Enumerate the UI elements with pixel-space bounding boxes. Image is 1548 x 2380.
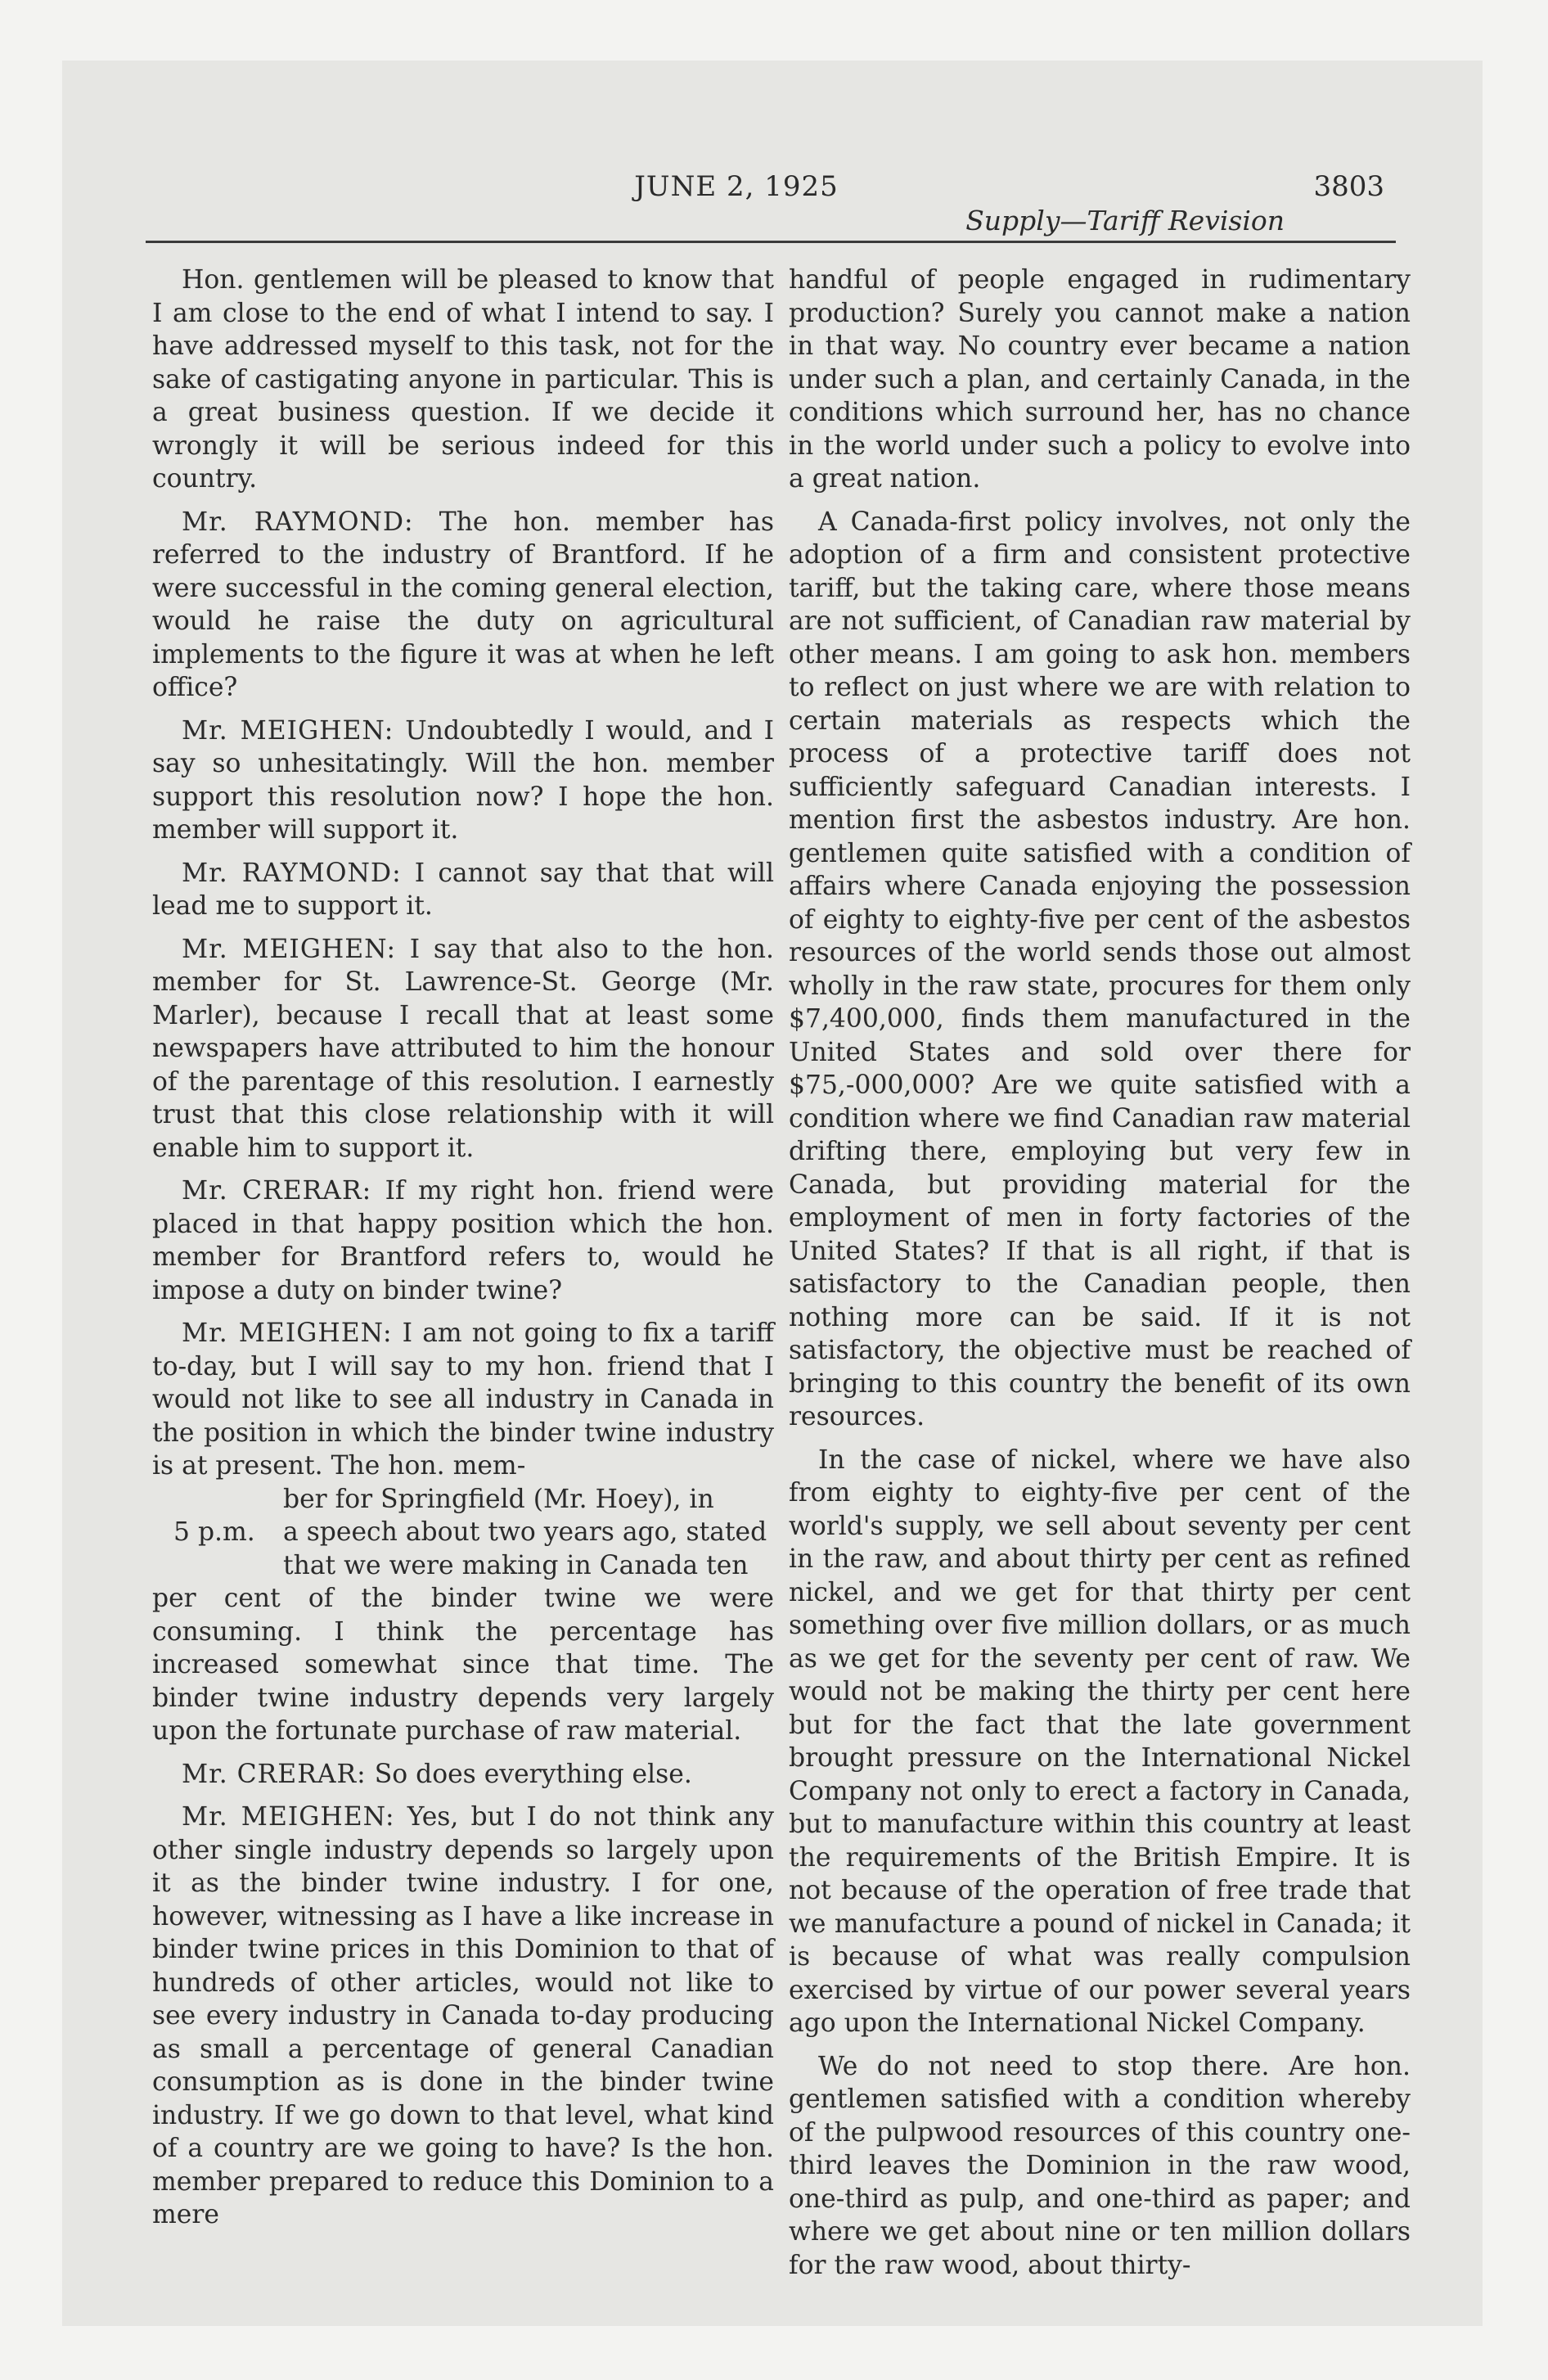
paragraph — [152, 933, 774, 1165]
paragraph-continuation: per cent of the binder twine we were consuming. I think the percentage has increased somewhat since that time. The binder twine industry depends very largely upon the fortunate purchase of raw material. — [152, 1584, 774, 1746]
header-rule — [146, 241, 1396, 243]
speech-text: If my right hon. friend were placed in that happy position which the hon. member for Brantford refers to, would he impose a duty on binder twine? — [152, 1176, 774, 1305]
paragraph — [152, 1758, 774, 1792]
speaker-name: Mr. MEIGHEN: — [182, 1318, 393, 1348]
paragraph: handful of people engaged in rudimentary production? Surely you cannot make a nation in that way. No country ever became a nation under such a plan, and certainly Canada, in the conditions which surround her, has no chance in the world under such a policy to evolve into a great nation. — [789, 265, 1411, 494]
paragraph-continuation: that we were making in Canada ten — [283, 1550, 749, 1580]
speaker-name: Mr. RAYMOND: — [182, 507, 414, 537]
paragraph — [152, 1174, 774, 1307]
speech-text: So does everything else. — [374, 1759, 692, 1789]
speech-text: Undoubtedly I would, and I say so unhesitatingly. Will the hon. member support this resolution now? I hope the hon. member will support it. — [152, 715, 774, 845]
paragraph: In the case of nickel, where we have also from eighty to eighty-five per cent of the world's supply, we sell about seventy per cent in the raw, and about thirty per cent as refined nickel, and we get for that thirty per cent something over five million dollars, or as much as we get for the seventy per cent of raw. We would not be making the thirty per cent here but for the fact that the late government brought pressure on the International Nickel Company not only to erect a factory in Canada, but to manufacture within this country at least the requirements of the British Empire. It is not because of the operation of free trade that we manufacture a pound of nickel in Canada; it is because of what was really compulsion exercised by virtue of our power several years ago upon the International Nickel Company. — [789, 1445, 1411, 2038]
speech-text: The hon. member has referred to the industry of Brantford. If he were successful in the coming general election, would he raise the duty on agricultural implements to the figure it was at when he left office? — [152, 507, 774, 702]
page-header — [82, 98, 1391, 237]
speech-text: a speech about two years ago, stated — [283, 1517, 767, 1547]
speaker-name: Mr. RAYMOND: — [182, 858, 402, 888]
paragraph-continuation: ber for Springfield (Mr. Hoey), in — [283, 1484, 714, 1514]
speech-text: I say that also to the hon. member for St. Lawrence-St. George (Mr. Marler), because I recall that at least some newspapers have attributed to him the honour of the parentage of this resolution. I earnestly trust that this close relationship with it will enable him to support it. — [152, 934, 774, 1163]
time-margin-note: 5 p.m. — [173, 1517, 255, 1547]
speech-text: I cannot say that that will lead me to support it. — [152, 858, 774, 921]
left-column — [152, 264, 774, 2242]
paragraph — [152, 714, 774, 847]
paragraph: A Canada-first policy involves, not only the adoption of a firm and consistent protective tariff, but the taking care, where those means are not sufficient, of Canadian raw material by other means. I am going to ask hon. members to reflect on just where we are with relation to certain materials as respects which the process of a protective tariff does not sufficiently safeguard Canadian interests. I mention first the asbestos industry. Are hon. gentlemen quite satisfied with a condition of affairs where Canada enjoying the possession of eighty to eighty-five per cent of the asbestos resources of the world sends those out almost wholly in the raw state, procures for them only $7,400,000, finds them manufactured in the United States and sold over there for $75,-000,000? Are we quite satisfied with a condition where we find Canadian raw material drifting there, employing but very few in Canada, but providing material for the employment of men in forty factories of the United States? If that is all right, if that is satisfactory to the Canadian people, then nothing more can be said. If it is not satisfactory, the objective must be reached of bringing to this country the benefit of its own resources. — [789, 507, 1411, 1431]
speaker-name: Mr. MEIGHEN: — [182, 934, 397, 964]
paragraph — [152, 857, 774, 923]
paragraph — [152, 506, 774, 705]
paragraph — [152, 1317, 774, 1483]
paragraph: Hon. gentlemen will be pleased to know that I am close to the end of what I intend to say. I have addressed myself to this task, not for the sake of castigating anyone in particular. This is a great business question. If we decide it wrongly it will be serious indeed for this country. — [152, 265, 774, 494]
speaker-name: Mr. CRERAR: — [182, 1176, 372, 1206]
paragraph — [152, 1801, 774, 2232]
speaker-name: Mr. MEIGHEN: — [182, 1802, 395, 1832]
speech-text: Yes, but I do not think any other single industry depends so largely upon it as the binder twine industry. I for one, however, witnessing as I have a like increase in binder twine prices in this Dominion to that of hundreds of other articles, would not like to see every industry in Canada to-day producing as small a percentage of general Canadian consumption as is done in the binder twine industry. If we go down to that level, what kind of a country are we going to have? Is the hon. member prepared to reduce this Dominion to a mere — [152, 1802, 774, 2229]
speaker-name: Mr. MEIGHEN: — [182, 715, 394, 746]
section-subheading: Supply—Tariff Revision — [965, 205, 1285, 237]
header-date: JUNE 2, 1925 — [634, 170, 839, 203]
page-number: 3803 — [1313, 170, 1384, 203]
paragraph-continuation — [152, 1516, 774, 1549]
speech-text: I am not going to fix a tariff to-day, but I will say to my hon. friend that I would not like to see all industry in Canada in the position in which the binder twine industry is at present. The hon. mem- — [152, 1318, 774, 1481]
right-column — [789, 264, 1411, 2292]
paragraph: We do not need to stop there. Are hon. gentlemen satisfied with a condition whereby of the pulpwood resources of this country one-third leaves the Dominion in the raw wood, one-third as pulp, and one-third as paper; and where we get about nine or ten million dollars for the raw wood, about thirty- — [789, 2051, 1411, 2280]
speaker-name: Mr. CRERAR: — [182, 1759, 367, 1789]
